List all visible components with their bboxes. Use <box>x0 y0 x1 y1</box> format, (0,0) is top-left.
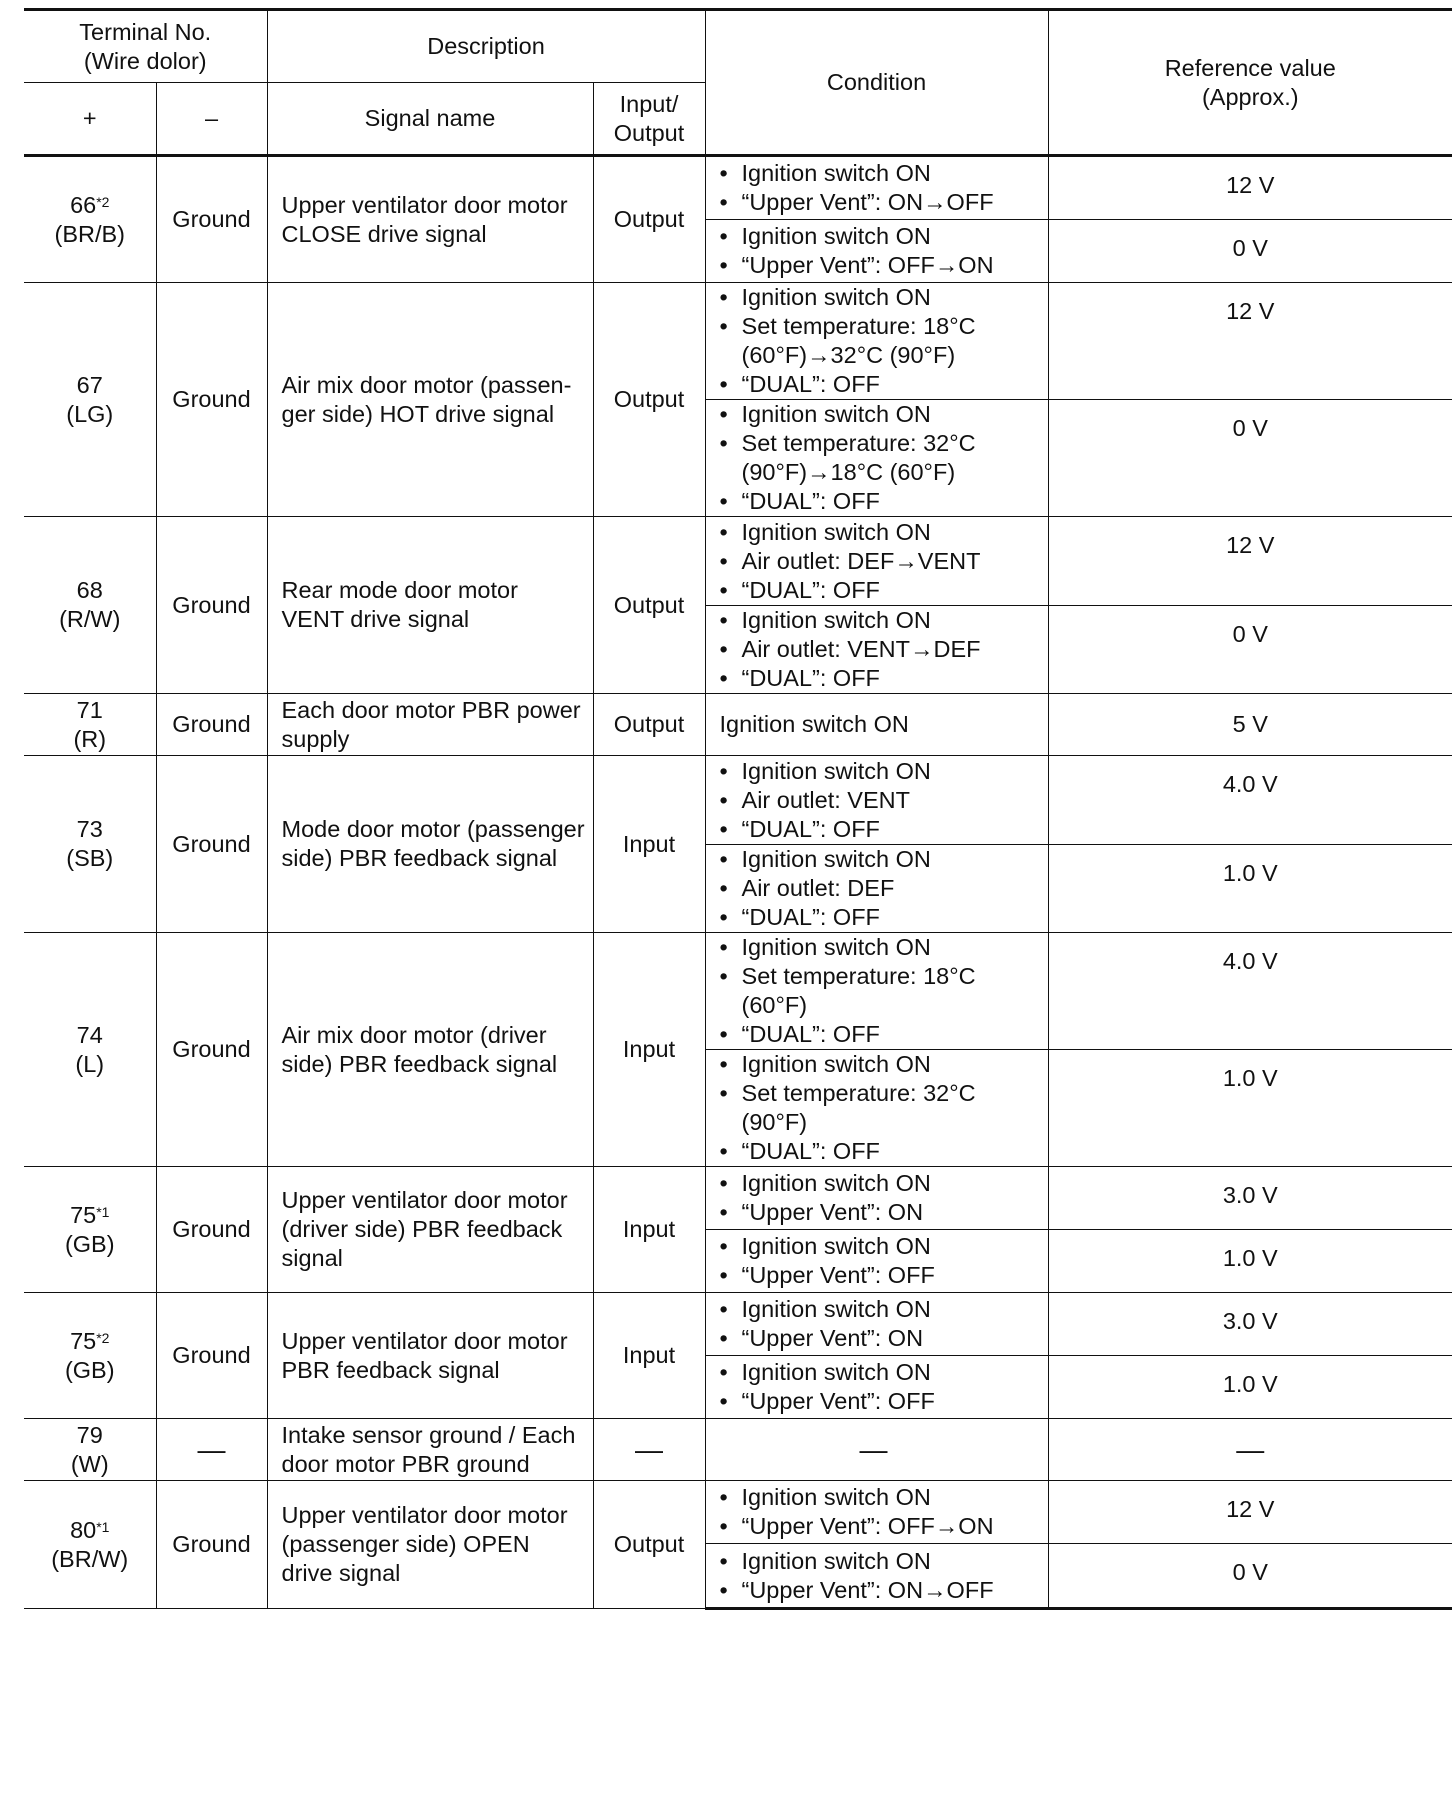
terminal-number: 71 <box>76 696 103 723</box>
condition-cell <box>705 756 1048 845</box>
wire-color: (SB) <box>66 845 114 871</box>
condition-item: • “Upper Vent”: ON <box>720 1198 1042 1227</box>
input-output-cell: Output <box>593 283 705 517</box>
input-output-header: Input/ Output <box>593 83 705 156</box>
condition-list <box>720 1547 1042 1605</box>
signal-name-cell: Upper ventilator door motor PBR feedback signal <box>267 1293 593 1419</box>
condition-item: • Air outlet: VENT <box>720 786 1042 815</box>
condition-item: • “DUAL”: OFF <box>720 576 1042 605</box>
reference-value-cell: 1.0 V <box>1048 845 1452 933</box>
reference-value-header: Reference value (Approx.) <box>1048 10 1452 156</box>
reference-value-cell: 3.0 V <box>1048 1167 1452 1230</box>
wire-color: (GB) <box>64 1356 115 1383</box>
table-row <box>24 283 1452 400</box>
reference-value-cell: 1.0 V <box>1048 1356 1452 1419</box>
terminal-number: 75 <box>70 1327 97 1354</box>
condition-cell <box>705 1293 1048 1356</box>
terminal-footnote-marker: *1 <box>96 1203 110 1220</box>
table-row <box>24 517 1452 606</box>
terminal-footnote-marker: *1 <box>96 1518 110 1535</box>
condition-item: • Ignition switch ON <box>720 606 1042 635</box>
condition-item: • Air outlet: DEF <box>720 874 1042 903</box>
condition-item: • Ignition switch ON <box>720 159 1042 188</box>
condition-list <box>720 1295 1042 1353</box>
condition-list <box>720 757 1042 844</box>
condition-item: • Ignition switch ON <box>720 1483 1042 1512</box>
reference-value-cell: 12 V <box>1048 1481 1452 1544</box>
condition-item: • Air outlet: DEF→VENT <box>720 547 1042 576</box>
terminal-number: 67 <box>76 371 103 398</box>
condition-list <box>720 1169 1042 1227</box>
reference-value-cell: 0 V <box>1048 1544 1452 1609</box>
condition-item: • Ignition switch ON <box>720 845 1042 874</box>
terminal-cell <box>24 1419 156 1481</box>
condition-cell <box>705 156 1048 220</box>
table-row <box>24 1293 1452 1356</box>
signal-name-header: Signal name <box>267 83 593 156</box>
terminal-cell <box>24 1167 156 1293</box>
wire-color: (R) <box>73 725 107 752</box>
terminal-cell <box>24 933 156 1167</box>
signal-name-cell: Air mix door motor (passen-ger side) HOT drive signal <box>267 283 593 517</box>
condition-cell <box>705 845 1048 933</box>
condition-cell <box>705 1050 1048 1167</box>
description-header: Description <box>267 10 705 83</box>
minus-cell: Ground <box>156 1293 267 1419</box>
minus-cell: Ground <box>156 156 267 283</box>
condition-list <box>720 1483 1042 1541</box>
signal-name-cell: Air mix door motor (driver side) PBR feedback signal <box>267 933 593 1167</box>
terminal-number: 68 <box>76 577 103 603</box>
wire-color: (BR/B) <box>54 220 125 247</box>
table-row <box>24 1481 1452 1544</box>
condition-list <box>720 845 1042 932</box>
condition-cell <box>705 1544 1048 1609</box>
condition-item: • Set temperature: 32°C (90°F)→18°C (60°F) <box>720 429 1042 487</box>
input-output-cell: Output <box>593 156 705 283</box>
table-header <box>24 10 1452 156</box>
wire-color: (BR/W) <box>51 1545 129 1572</box>
condition-list <box>720 606 1042 693</box>
condition-item: • Ignition switch ON <box>720 222 1042 251</box>
wire-color: (L) <box>75 1050 105 1077</box>
condition-item: • Ignition switch ON <box>720 1050 1042 1079</box>
table-row <box>24 756 1452 845</box>
condition-item: • Ignition switch ON <box>720 933 1042 962</box>
condition-list <box>720 283 1042 399</box>
condition-cell <box>705 400 1048 517</box>
condition-item: • Set temperature: 32°C (90°F) <box>720 1079 1042 1137</box>
minus-cell: Ground <box>156 1167 267 1293</box>
input-output-cell: Output <box>593 517 705 694</box>
condition-item: • “Upper Vent”: OFF→ON <box>720 1512 1042 1541</box>
reference-value-cell: 0 V <box>1048 606 1452 694</box>
reference-value-cell: 0 V <box>1048 400 1452 517</box>
reference-value-cell: 4.0 V <box>1048 933 1452 1050</box>
condition-list <box>720 222 1042 280</box>
terminal-cell <box>24 1293 156 1419</box>
reference-value-cell: — <box>1048 1419 1452 1481</box>
condition-item: • Ignition switch ON <box>720 1547 1042 1576</box>
condition-item: • Ignition switch ON <box>720 1232 1042 1261</box>
condition-item: • “Upper Vent”: ON <box>720 1324 1042 1353</box>
condition-list <box>720 400 1042 516</box>
condition-item: • Set temperature: 18°C (60°F) <box>720 962 1042 1020</box>
input-output-cell: Input <box>593 1293 705 1419</box>
reference-value-cell: 4.0 V <box>1048 756 1452 845</box>
terminal-footnote-marker: *2 <box>96 1329 110 1346</box>
condition-cell <box>705 283 1048 400</box>
condition-cell: — <box>705 1419 1048 1481</box>
terminal-header: Terminal No. (Wire dolor) <box>24 10 267 83</box>
input-output-cell: Input <box>593 1167 705 1293</box>
condition-item: • Ignition switch ON <box>720 1295 1042 1324</box>
condition-item: • Ignition switch ON <box>720 518 1042 547</box>
condition-item: • “DUAL”: OFF <box>720 664 1042 693</box>
wire-color: (GB) <box>64 1230 115 1257</box>
plus-header: + <box>24 83 156 156</box>
condition-item: • Ignition switch ON <box>720 757 1042 786</box>
minus-cell: Ground <box>156 756 267 933</box>
signal-name-cell: Mode door motor (passenger side) PBR feedback signal <box>267 756 593 933</box>
terminal-footnote-marker: *2 <box>96 193 110 210</box>
terminal-cell <box>24 694 156 756</box>
condition-item: • “DUAL”: OFF <box>720 903 1042 932</box>
condition-item: • “Upper Vent”: OFF <box>720 1387 1042 1416</box>
table-row <box>24 694 1452 756</box>
signal-name-cell: Each door motor PBR power supply <box>267 694 593 756</box>
terminal-reference-document <box>24 8 1452 1610</box>
input-output-cell: Output <box>593 694 705 756</box>
reference-value-cell: 1.0 V <box>1048 1050 1452 1167</box>
terminal-number: 73 <box>76 816 103 842</box>
condition-item: • Set temperature: 18°C (60°F)→32°C (90°F) <box>720 312 1042 370</box>
terminal-number: 75 <box>70 1201 97 1228</box>
terminal-cell <box>24 517 156 694</box>
condition-cell <box>705 1481 1048 1544</box>
terminal-number: 79 <box>76 1421 103 1448</box>
minus-cell: Ground <box>156 933 267 1167</box>
signal-name-cell: Upper ventilator door motor (driver side) PBR feedback signal <box>267 1167 593 1293</box>
signal-name-cell: Rear mode door motor VENT drive signal <box>267 517 593 694</box>
condition-cell <box>705 1230 1048 1293</box>
reference-value-cell: 1.0 V <box>1048 1230 1452 1293</box>
condition-list <box>720 933 1042 1049</box>
terminal-number: 80 <box>70 1516 97 1543</box>
condition-item: • Ignition switch ON <box>720 1358 1042 1387</box>
condition-item: • “DUAL”: OFF <box>720 370 1042 399</box>
condition-item: • Ignition switch ON <box>720 1169 1042 1198</box>
minus-cell: Ground <box>156 283 267 517</box>
condition-list <box>720 159 1042 217</box>
terminal-cell <box>24 1481 156 1609</box>
condition-cell <box>705 933 1048 1050</box>
minus-header: – <box>156 83 267 156</box>
condition-cell: Ignition switch ON <box>705 694 1048 756</box>
condition-item: • “DUAL”: OFF <box>720 1137 1042 1166</box>
table-row <box>24 1167 1452 1230</box>
minus-cell: — <box>156 1419 267 1481</box>
table-row <box>24 1419 1452 1481</box>
condition-list <box>720 1232 1042 1290</box>
reference-value-cell: 12 V <box>1048 517 1452 606</box>
minus-cell: Ground <box>156 517 267 694</box>
signal-name-cell: Upper ventilator door motor CLOSE drive signal <box>267 156 593 283</box>
reference-value-cell: 5 V <box>1048 694 1452 756</box>
signal-name-cell: Upper ventilator door motor (passenger side) OPEN drive signal <box>267 1481 593 1609</box>
reference-value-cell: 0 V <box>1048 220 1452 283</box>
condition-item: • “Upper Vent”: OFF <box>720 1261 1042 1290</box>
table-body <box>24 156 1452 1609</box>
minus-cell: Ground <box>156 1481 267 1609</box>
condition-item: • “DUAL”: OFF <box>720 1020 1042 1049</box>
condition-item: • “DUAL”: OFF <box>720 487 1042 516</box>
terminal-cell <box>24 756 156 933</box>
condition-header: Condition <box>705 10 1048 156</box>
condition-list <box>720 1358 1042 1416</box>
terminal-number: 74 <box>76 1021 103 1048</box>
condition-item: • “Upper Vent”: ON→OFF <box>720 188 1042 217</box>
signal-name-cell: Intake sensor ground / Each door motor PBR ground <box>267 1419 593 1481</box>
condition-item: • “DUAL”: OFF <box>720 815 1042 844</box>
reference-value-cell: 3.0 V <box>1048 1293 1452 1356</box>
reference-value-cell: 12 V <box>1048 283 1452 400</box>
condition-cell <box>705 1167 1048 1230</box>
wire-color: (LG) <box>66 400 114 427</box>
condition-list <box>720 1050 1042 1166</box>
condition-list <box>720 518 1042 605</box>
table-row <box>24 156 1452 220</box>
minus-cell: Ground <box>156 694 267 756</box>
input-output-cell: Output <box>593 1481 705 1609</box>
condition-item: • Air outlet: VENT→DEF <box>720 635 1042 664</box>
input-output-cell: — <box>593 1419 705 1481</box>
terminal-cell <box>24 156 156 283</box>
condition-cell <box>705 220 1048 283</box>
condition-cell <box>705 606 1048 694</box>
condition-item: • Ignition switch ON <box>720 400 1042 429</box>
terminal-cell <box>24 283 156 517</box>
input-output-cell: Input <box>593 933 705 1167</box>
reference-value-cell: 12 V <box>1048 156 1452 220</box>
table-row <box>24 933 1452 1050</box>
condition-item: • Ignition switch ON <box>720 283 1042 312</box>
condition-item: • “Upper Vent”: ON→OFF <box>720 1576 1042 1605</box>
terminal-number: 66 <box>70 191 97 218</box>
condition-cell <box>705 517 1048 606</box>
wire-color: (R/W) <box>59 606 121 632</box>
condition-cell <box>705 1356 1048 1419</box>
condition-item: • “Upper Vent”: OFF→ON <box>720 251 1042 280</box>
wire-color: (W) <box>70 1450 109 1477</box>
terminal-reference-table <box>24 8 1452 1610</box>
input-output-cell: Input <box>593 756 705 933</box>
